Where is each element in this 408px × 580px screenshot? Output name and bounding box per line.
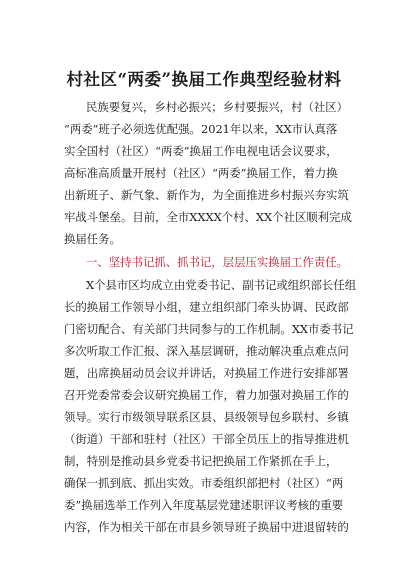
paragraph-line: 牢战斗堡垒。目前，全市XXXX个村、XX个社区顺利完成 (64, 210, 352, 224)
paragraph-line: 制，特别是推动县乡党委书记把换届工作紧抓在手上， (64, 454, 338, 468)
document-title: 村社区“两委”换届工作典型经验材料 (66, 70, 342, 89)
paragraph-line: 内容，作为相关干部在市县乡领导班子换届中进退留转的 (64, 520, 349, 534)
paragraph-line: 出新班子、新气象、新作为，为全面推进乡村振兴夯实筑 (64, 188, 349, 202)
paragraph-line: 高标准高质量开展村（社区）“两委”换届工作，着力换 (64, 166, 338, 180)
paragraph-line: 确保一抓到底、抓出实效。市委组织部把村（社区）“两 (64, 476, 344, 490)
paragraph-line: 实全国村（社区）“两委”换届工作电视电话会议要求， (64, 144, 338, 158)
paragraph-line: 委”换届选举工作列入年度基层党建述职评议考核的重要 (64, 498, 344, 512)
paragraph-line: 召开党委常委会议研究换届工作，着力加强对换届工作的 (64, 388, 349, 402)
paragraph-line: “两委”班子必须选优配强。2021年以来，XX市认真落 (64, 122, 338, 136)
paragraph-line: 多次听取工作汇报、深入基层调研，推动解决重点难点问 (64, 344, 349, 358)
paragraph-line: 门密切配合、有关部门共同参与的工作机制。XX市委书记 (64, 322, 354, 336)
paragraph-line: （街道）干部和驻村（社区）干部全员压上的指导推进机 (64, 432, 349, 446)
paragraph-line: 领导。实行市级领导联系区县、县级领导包乡联村、乡镇 (64, 410, 349, 424)
paragraph-line: X个县市区均成立由党委书记、副书记或组织部长任组 (86, 278, 357, 292)
paragraph-line: 换届任务。 (64, 232, 121, 246)
section-heading: 一、坚持书记抓、抓书记，层层压实换届工作责任。 (86, 255, 348, 269)
paragraph-line: 长的换届工作领导小组，建立组织部门牵头协调、民政部 (64, 300, 349, 314)
paragraph-line: 题，出席换届动员会议并讲话，对换届工作进行安排部署 (64, 366, 349, 380)
paragraph-line: 民族要复兴，乡村必振兴；乡村要振兴，村（社区） (86, 100, 348, 114)
